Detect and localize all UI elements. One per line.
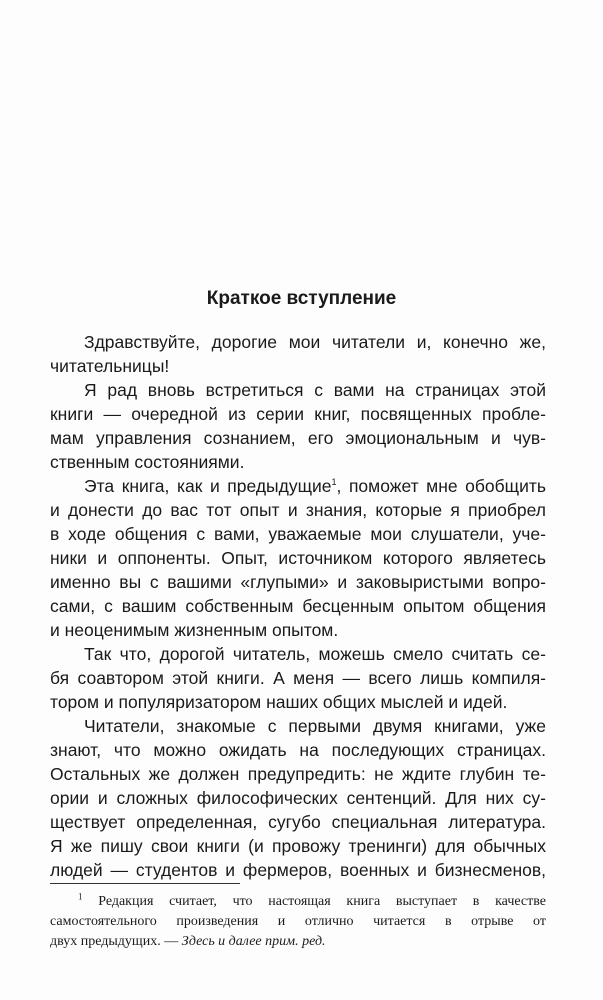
footnote-line: самостоятельного произведения и отлично читается в отрыве от bbox=[50, 914, 546, 929]
text-line: бя соавтором этой книги. А меня — всего лишь компиля- bbox=[50, 668, 546, 688]
text-line: Я же пишу свои книги (и провожу тренинги) для обычных bbox=[50, 836, 546, 856]
footnote-line bbox=[78, 892, 546, 912]
text-line: ории и сложных философических сентенций. Для них су- bbox=[50, 788, 546, 808]
text-line: книги — очередной из серии книг, посвященных пробле- bbox=[50, 404, 546, 424]
text-line: ществует определенная, сугубо специальная литература. bbox=[50, 812, 546, 832]
text-segment: Эта книга, как и предыдущие bbox=[84, 476, 332, 496]
footnote-reference: 1 bbox=[331, 477, 337, 488]
text-line: Я рад вновь встретиться с вами на страницах этой bbox=[84, 380, 546, 400]
text-segment: , поможет мне обобщить bbox=[336, 476, 546, 496]
text-line: Так что, дорогой читатель, можешь смело считать се- bbox=[84, 644, 546, 664]
footnote-text: Редакция считает, что настоящая книга выступает в качестве bbox=[98, 894, 547, 909]
text-line: именно вы с вашими «глупыми» и заковыристыми вопро- bbox=[50, 572, 546, 592]
page-title: Краткое вступление bbox=[206, 288, 397, 309]
text-line: Остальных же должен предупредить: не ждите глубин те- bbox=[50, 764, 546, 784]
text-line: ственным состояниями. bbox=[50, 452, 245, 472]
text-line: тором и популяризатором наших общих мыслей и идей. bbox=[50, 692, 508, 712]
text-line: читательницы! bbox=[50, 356, 170, 376]
text-line: знают, что можно ожидать на последующих страницах. bbox=[50, 740, 546, 760]
text-line: в ходе общения с вами, уважаемые мои слушатели, уче- bbox=[50, 524, 546, 544]
text-line: и донести до вас тот опыт и знания, которые я приобрел bbox=[50, 500, 546, 520]
footnote-line bbox=[50, 932, 546, 952]
footnote-marker: 1 bbox=[78, 891, 83, 902]
text-line-with-footnote-ref bbox=[84, 474, 546, 498]
text-line: ники и оппоненты. Опыт, источником которого являетесь bbox=[50, 548, 546, 568]
footnote-divider bbox=[50, 883, 240, 884]
text-line: мам управления сознанием, его эмоциональным и чув- bbox=[50, 428, 546, 448]
text-line: и неоценимым жизненным опытом. bbox=[50, 620, 339, 640]
footnote-text: двух предыдущих. — bbox=[50, 934, 182, 949]
text-line: людей — студентов и фермеров, военных и бизнесменов, bbox=[50, 860, 546, 880]
text-line: Здравствуйте, дорогие мои читатели и, конечно же, bbox=[84, 332, 546, 352]
footnote-editor-note: Здесь и далее прим. ред. bbox=[181, 934, 326, 949]
text-line: Читатели, знакомые с первыми двумя книгами, уже bbox=[84, 716, 546, 736]
text-line: сами, с вашим собственным бесценным опытом общения bbox=[50, 596, 546, 616]
